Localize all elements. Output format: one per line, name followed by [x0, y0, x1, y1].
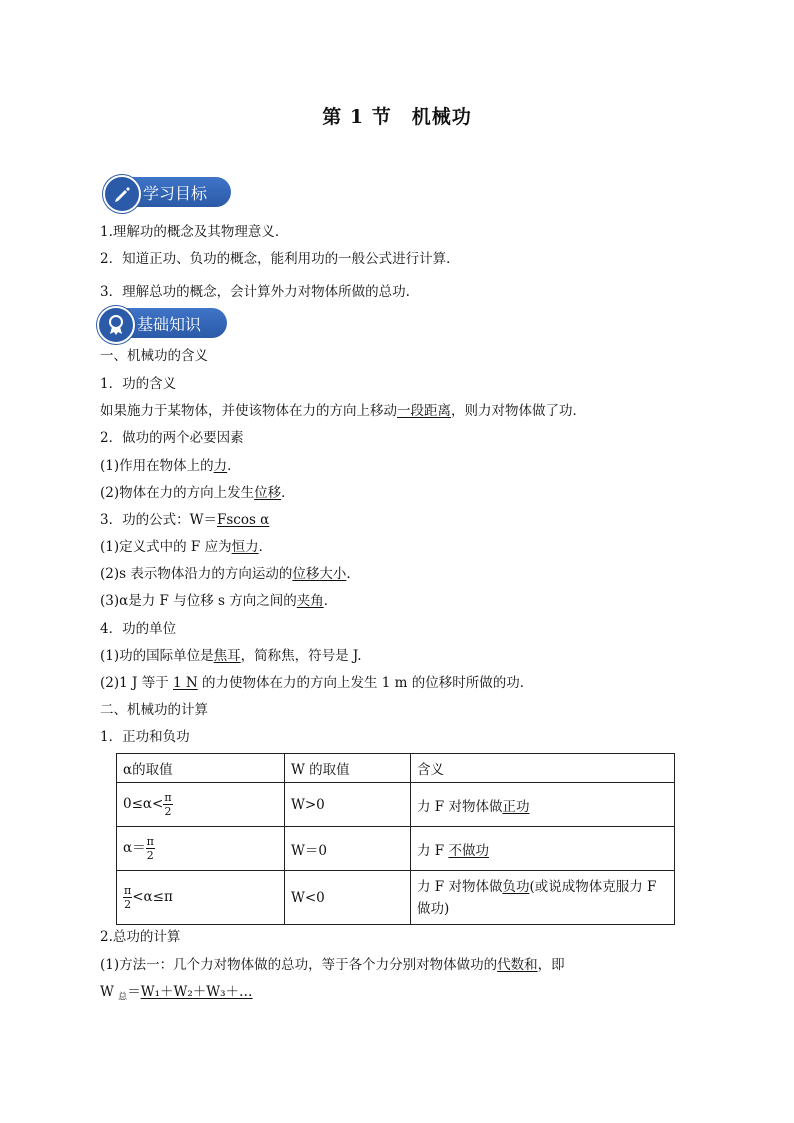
w-cell: W>0: [285, 783, 411, 827]
p4-line-2: (2)1 J 等于 1 N 的力使物体在力的方向上发生 1 m 的位移时所做的功．: [100, 675, 534, 691]
p1-text: 如果施力于某物体，并使该物体在力的方向上移动一段距离，则力对物体做了功．: [100, 403, 586, 419]
table-header: W 的取值: [285, 754, 411, 783]
basic-knowledge-badge: [97, 306, 227, 340]
alpha-cell: 0≤α< $\frac{\pi}{2}$: [117, 783, 285, 827]
table-row: [117, 871, 675, 925]
goal-1: 1.理解功的概念及其物理意义．: [100, 224, 289, 240]
p2-line-1: (1)作用在物体上的力．: [100, 458, 241, 474]
total-work-line-1: (1)方法一：几个力对物体做的总功，等于各个力分别对物体做功的代数和，即: [100, 957, 565, 973]
w-cell: W＝0: [285, 827, 411, 871]
p4-line-1: (1)功的国际单位是焦耳，简称焦，符号是 J.: [100, 648, 362, 664]
w-cell: W<0: [285, 871, 411, 925]
table-row: [117, 827, 675, 871]
p3-line-3: (3)α是力 F 与位移 s 方向之间的夹角．: [100, 593, 338, 609]
p2-line-2: (2)物体在力的方向上发生位移．: [100, 485, 295, 501]
meaning-cell: 力 F 对物体做正功: [411, 783, 675, 827]
section-2-heading: 二、机械功的计算: [100, 702, 208, 718]
p3-line-2: (2)s 表示物体沿力的方向运动的位移大小．: [100, 566, 360, 582]
total-work-line-2: W $_总$＝W₁＋W₂＋W₃＋…: [100, 984, 253, 1003]
meaning-cell: 力 F 不做功: [411, 827, 675, 871]
p4-title: 4．功的单位: [100, 621, 177, 637]
table-row: [117, 783, 675, 827]
badge-label: 基础知识: [109, 308, 227, 338]
pencil-icon: [103, 175, 141, 213]
p3-title: 3．功的公式：W＝Fscos α: [100, 512, 270, 528]
alpha-cell: $\frac{\pi}{2}$ <α≤π: [117, 871, 285, 925]
table-header-row: [117, 754, 675, 783]
p2-title: 2．做功的两个必要因素: [100, 430, 244, 446]
total-work-title: 2.总功的计算: [100, 929, 181, 945]
p3-line-1: (1)定义式中的 F 应为恒力．: [100, 539, 273, 555]
work-table: [116, 753, 675, 925]
alpha-cell: α＝ $\frac{\pi}{2}$: [117, 827, 285, 871]
goal-2: 2．知道正功、负功的概念，能利用功的一般公式进行计算．: [100, 251, 460, 267]
badge-label: 学习目标: [115, 177, 231, 207]
section-1-heading: 一、机械功的含义: [100, 348, 208, 364]
award-icon: [97, 306, 135, 344]
table-header: 含义: [411, 754, 675, 783]
goal-3: 3．理解总功的概念，会计算外力对物体所做的总功.: [100, 284, 410, 300]
page-title: 第 1 节 机械功: [322, 106, 472, 128]
meaning-cell: 力 F 对物体做负功(或说成物体克服力 F 做功): [411, 871, 675, 925]
learning-goals-badge: [103, 175, 231, 209]
table-header: α的取值: [117, 754, 285, 783]
p1-title: 1．功的含义: [100, 376, 177, 392]
table-title: 1．正功和负功: [100, 729, 190, 745]
